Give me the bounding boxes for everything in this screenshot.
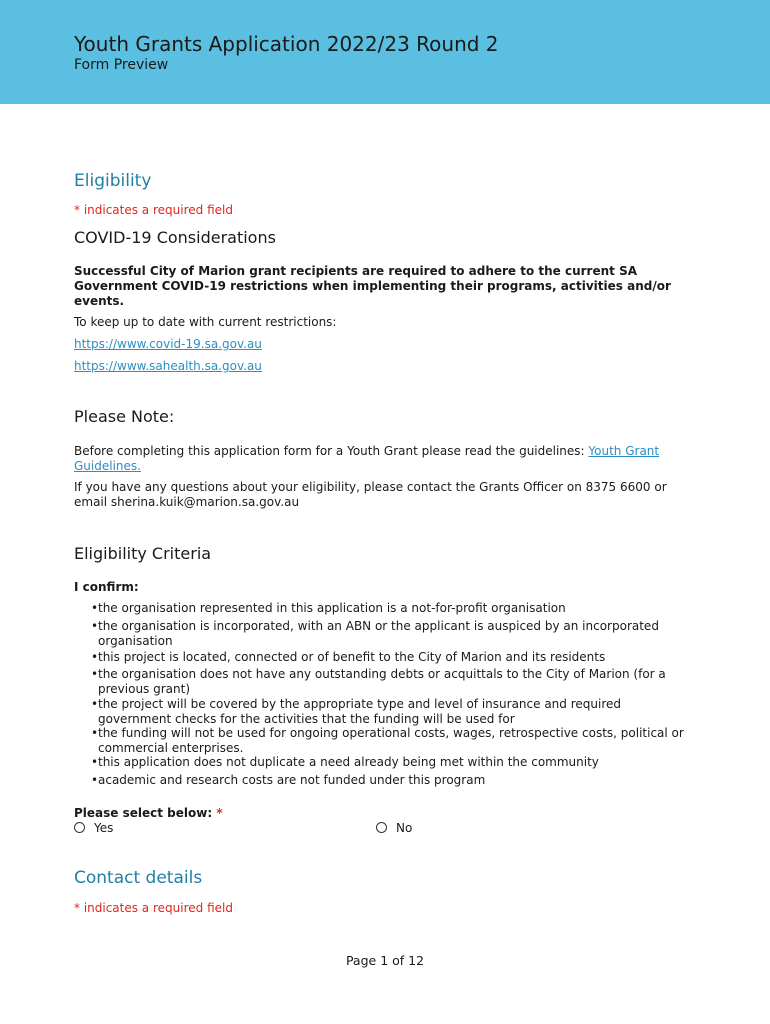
list-item: • academic and research costs are not funded under this program <box>91 773 486 787</box>
radio-circle-icon[interactable] <box>74 822 85 833</box>
eligibility-section-title: Eligibility <box>74 171 152 191</box>
note-paragraph-contact: If you have any questions about your eligibility, please contact the Grants Officer on 8375 6600 or email sherina.kuik@marion.sa.gov.au <box>74 480 667 509</box>
radio-circle-icon[interactable] <box>376 822 387 833</box>
note-paragraph-guidelines <box>74 444 674 474</box>
covid-bold-text: Successful City of Marion grant recipients are required to adhere to the current SA Government COVID-19 restrictions when implementing their programs, activities and/or events. <box>74 264 671 308</box>
contact-section-title: Contact details <box>74 868 203 888</box>
list-item: • this application does not duplicate a need already being met within the community <box>91 755 599 769</box>
radio-yes[interactable] <box>74 821 113 835</box>
please-note-heading: Please Note: <box>74 407 175 426</box>
radio-no[interactable] <box>376 821 412 835</box>
list-item: • the organisation does not have any outstanding debts or acquittals to the City of Marion (for a previous grant) <box>91 667 666 696</box>
list-item: • the funding will not be used for ongoing operational costs, wages, retrospective costs, political or commercial enterprises. <box>91 726 684 755</box>
youth-grant-guidelines-link[interactable]: Youth Grant Guidelines. <box>74 444 660 473</box>
please-select-label: Please select below: * <box>74 806 223 820</box>
eligibility-criteria-heading: Eligibility Criteria <box>74 544 212 563</box>
covid-link[interactable]: https://www.covid-19.sa.gov.au <box>74 337 262 351</box>
covid-heading: COVID-19 Considerations <box>74 228 276 247</box>
note-guidelines-text: Before completing this application form for a Youth Grant please read the guidelines: <box>74 444 589 458</box>
eligibility-required-note: * indicates a required field <box>74 203 233 217</box>
page-header <box>0 0 770 104</box>
form-title: Youth Grants Application 2022/23 Round 2 <box>74 32 499 56</box>
i-confirm-label: I confirm: <box>74 580 139 594</box>
contact-required-note: * indicates a required field <box>74 901 233 915</box>
list-item: • the organisation is incorporated, with an ABN or the applicant is auspiced by an incorporated organisation <box>91 619 659 648</box>
list-item: • the organisation represented in this application is a not-for-profit organisation <box>91 601 566 615</box>
radio-no-label: No <box>396 821 413 835</box>
page-number: Page 1 of 12 <box>345 953 425 968</box>
radio-yes-label: Yes <box>94 821 114 835</box>
list-item: • the project will be covered by the appropriate type and level of insurance and required government checks for the activities that the funding will be used for <box>91 697 622 726</box>
form-subtitle: Form Preview <box>74 57 169 73</box>
sahealth-link[interactable]: https://www.sahealth.sa.gov.au <box>74 359 262 373</box>
required-star: * <box>216 806 223 820</box>
covid-keep-up-text: To keep up to date with current restrictions: <box>74 315 337 329</box>
criteria-list <box>88 601 688 790</box>
list-item: • this project is located, connected or of benefit to the City of Marion and its residents <box>91 650 606 664</box>
